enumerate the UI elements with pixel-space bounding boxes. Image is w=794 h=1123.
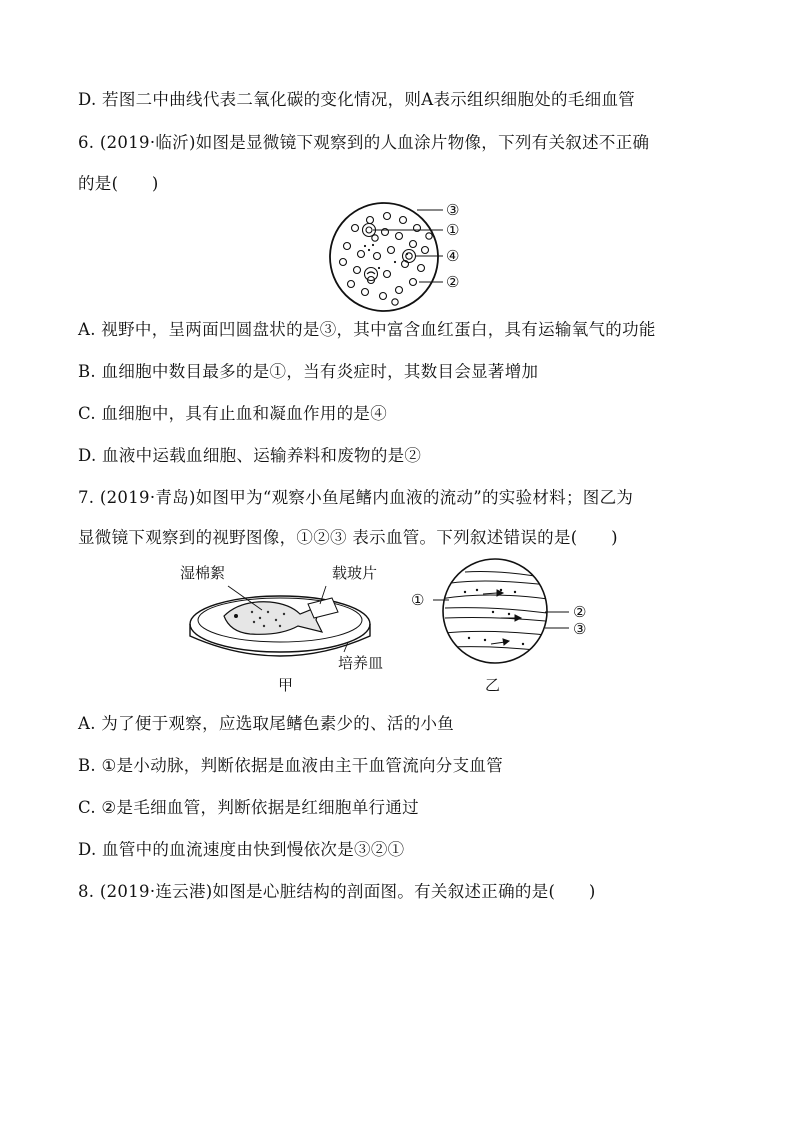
- vessels-figure: [405, 556, 610, 696]
- q6-stem-line-1: 6. (2019·临沂)如图是显微镜下观察到的人血涂片物像，下列有关叙述不正确: [78, 133, 650, 152]
- q7-option-b: B. ①是小动脉，判断依据是血液由主干血管流向分支血管: [78, 756, 504, 775]
- q6-option-d: D. 血液中运载血细胞、运输养料和废物的是②: [78, 446, 422, 465]
- blood-label-2: ②: [446, 273, 460, 291]
- fish-dish-figure: [180, 556, 395, 696]
- q6-option-c: C. 血细胞中，具有止血和凝血作用的是④: [78, 404, 388, 423]
- blood-label-4: ④: [446, 247, 460, 265]
- q6-option-b: B. 血细胞中数目最多的是①，当有炎症时，其数目会显著增加: [78, 362, 539, 381]
- q7-option-c: C. ②是毛细血管，判断依据是红细胞单行通过: [78, 798, 419, 817]
- vessel-label-1: ①: [411, 591, 425, 609]
- vessels-figure-caption: 乙: [485, 676, 501, 694]
- q7-stem-line-1: 7. (2019·青岛)如图甲为“观察小鱼尾鳍内血液的流动”的实验材料；图乙为: [78, 488, 634, 507]
- fish-figure-caption: 甲: [278, 676, 294, 694]
- q7-option-d: D. 血管中的血流速度由快到慢依次是③②①: [78, 840, 405, 859]
- q7-stem-line-2: 显微镜下观察到的视野图像，①②③ 表示血管。下列叙述错误的是( ): [78, 528, 618, 547]
- vessel-label-2: ②: [573, 603, 587, 621]
- q8-stem: 8. (2019·连云港)如图是心脏结构的剖面图。有关叙述正确的是( ): [78, 882, 596, 901]
- q5-option-d: D. 若图二中曲线代表二氧化碳的变化情况，则A表示组织细胞处的毛细血管: [78, 90, 636, 109]
- blood-label-1: ①: [446, 221, 460, 239]
- q6-option-a: A. 视野中，呈两面凹圆盘状的是③，其中富含血红蛋白，具有运输氧气的功能: [78, 320, 656, 339]
- blood-smear-figure: [325, 198, 475, 314]
- q7-option-a: A. 为了便于观察，应选取尾鳍色素少的、活的小鱼: [78, 714, 455, 733]
- blood-label-3: ③: [446, 201, 460, 219]
- fish-label-cotton: 湿棉絮: [180, 564, 226, 582]
- fish-label-dish: 培养皿: [338, 654, 384, 672]
- fish-label-slide: 载玻片: [332, 564, 378, 582]
- q6-stem-line-2: 的是( ): [78, 174, 159, 193]
- vessel-label-3: ③: [573, 620, 587, 638]
